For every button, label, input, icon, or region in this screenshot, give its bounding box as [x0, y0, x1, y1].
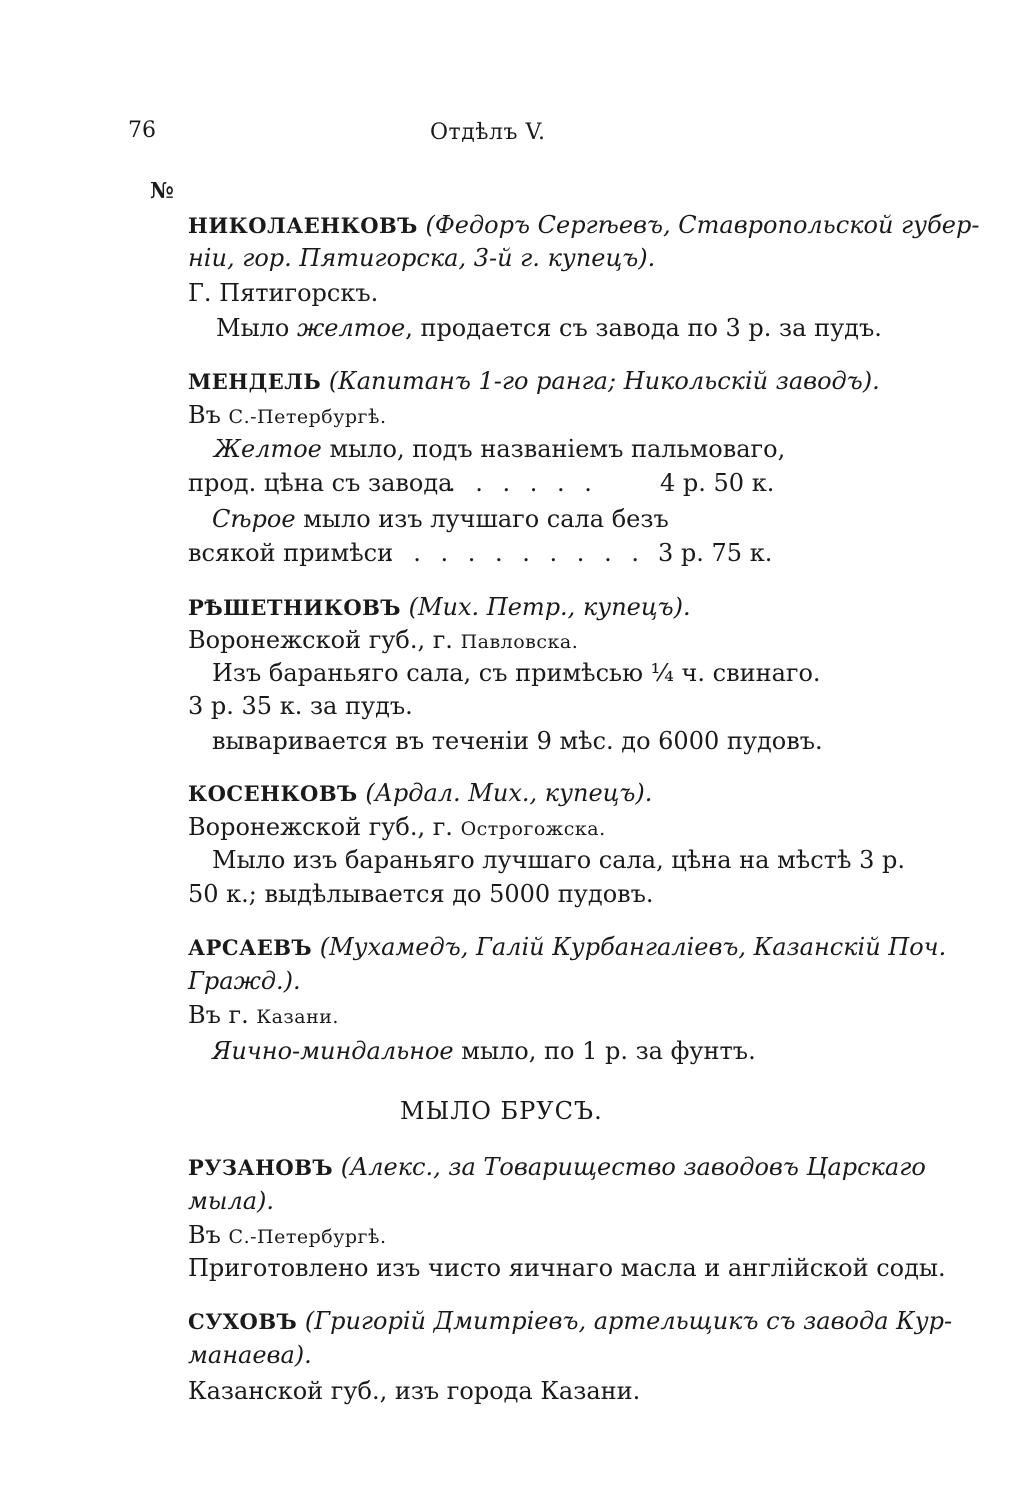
entry-text: 50 к.; выдѣлывается до 5000 пудовъ.: [188, 880, 654, 908]
entry-location: Воронежской губ., г. Павловска.: [188, 626, 579, 654]
price-line: всякой примѣси: [188, 539, 394, 567]
price-line: прод. цѣна съ завода: [188, 469, 453, 497]
entry-text: Мыло изъ бараньяго лучшаго сала, цѣна на мѣстѣ 3 р.: [212, 846, 905, 874]
entry-heading: [188, 592, 691, 623]
merchant-name: РУЗАНОВЪ: [188, 1155, 334, 1180]
merchant-name: АРСАЕВЪ: [188, 935, 313, 960]
merchant-description: (Мухамедъ, Галій Курбангаліевъ, Казанскій Поч.: [319, 933, 947, 961]
merchant-name: МЕНДЕЛЬ: [188, 369, 322, 394]
entry-location: Въ С.-Петербургѣ.: [188, 401, 387, 429]
entry-heading: [188, 366, 880, 397]
merchant-name: СУХОВЪ: [188, 1309, 298, 1334]
entry-text: вываривается въ теченіи 9 мѣс. до 6000 пудовъ.: [212, 727, 823, 755]
entry-text: Мыло желтое, продается съ завода по 3 р. за пудъ.: [216, 314, 882, 342]
entry-heading: [188, 932, 946, 963]
dot-leader: . . . . . . . . . .: [386, 539, 645, 567]
section-title: МЫЛО БРУСЪ.: [400, 1097, 603, 1125]
number-sign: №: [150, 178, 174, 204]
entry-text: 3 р. 35 к. за пудъ.: [188, 692, 413, 720]
entry-text: Желтое мыло, подъ названіемъ пальмоваго,: [214, 435, 786, 463]
entry-location: Воронежской губ., г. Острогожска.: [188, 813, 606, 841]
merchant-name: КОСЕНКОВЪ: [188, 781, 358, 806]
entry-location: Казанской губ., изъ города Казани.: [188, 1377, 641, 1405]
entry-text: Приготовлено изъ чисто яичнаго масла и англійской соды.: [188, 1254, 946, 1282]
merchant-description: (Ардал. Мих., купецъ).: [365, 779, 653, 807]
entry-text: Сѣрое мыло изъ лучшаго сала безъ: [212, 505, 669, 533]
entry-text: Яично-миндальное мыло, по 1 р. за фунтъ.: [212, 1037, 756, 1065]
merchant-description: (Григорій Дмитріевъ, артельщикъ съ завода Кур-: [304, 1307, 953, 1335]
entry-text: Изъ бараньяго сала, съ примѣсью ¼ ч. свинаго.: [212, 659, 821, 687]
entry-heading: [188, 1152, 926, 1183]
entry-location: Въ г. Казани.: [188, 1001, 339, 1029]
price-value: 3 р. 75 к.: [658, 539, 773, 567]
merchant-description: (Федоръ Сергѣевъ, Ставропольской губер-: [425, 211, 980, 239]
merchant-description: (Мих. Петр., купецъ).: [408, 593, 691, 621]
dot-leader: . . . . . .: [448, 469, 598, 497]
entry-location: Г. Пятигорскъ.: [188, 279, 379, 307]
merchant-name: РѢШЕТНИКОВЪ: [188, 595, 401, 620]
entry-heading: [188, 1306, 952, 1337]
page-number: 76: [128, 118, 156, 143]
merchant-description-cont: Гражд.).: [188, 967, 301, 995]
merchant-description-cont: манаева).: [188, 1341, 312, 1369]
entry-heading: [188, 778, 652, 809]
merchant-description: (Капитанъ 1-го ранга; Никольскій заводъ).: [328, 367, 880, 395]
merchant-name: НИКОЛАЕНКОВЪ: [188, 213, 418, 238]
entry-heading: [188, 210, 979, 241]
merchant-description-cont: мыла).: [188, 1187, 275, 1215]
entry-location: Въ С.-Петербургѣ.: [188, 1221, 387, 1249]
running-header: Отдѣлъ V.: [430, 120, 546, 145]
price-value: 4 р. 50 к.: [660, 469, 775, 497]
merchant-description-cont: ніи, гор. Пятигорска, 3-й г. купецъ).: [188, 244, 656, 272]
merchant-description: (Алекс., за Товарищество заводовъ Царскаго: [340, 1153, 926, 1181]
